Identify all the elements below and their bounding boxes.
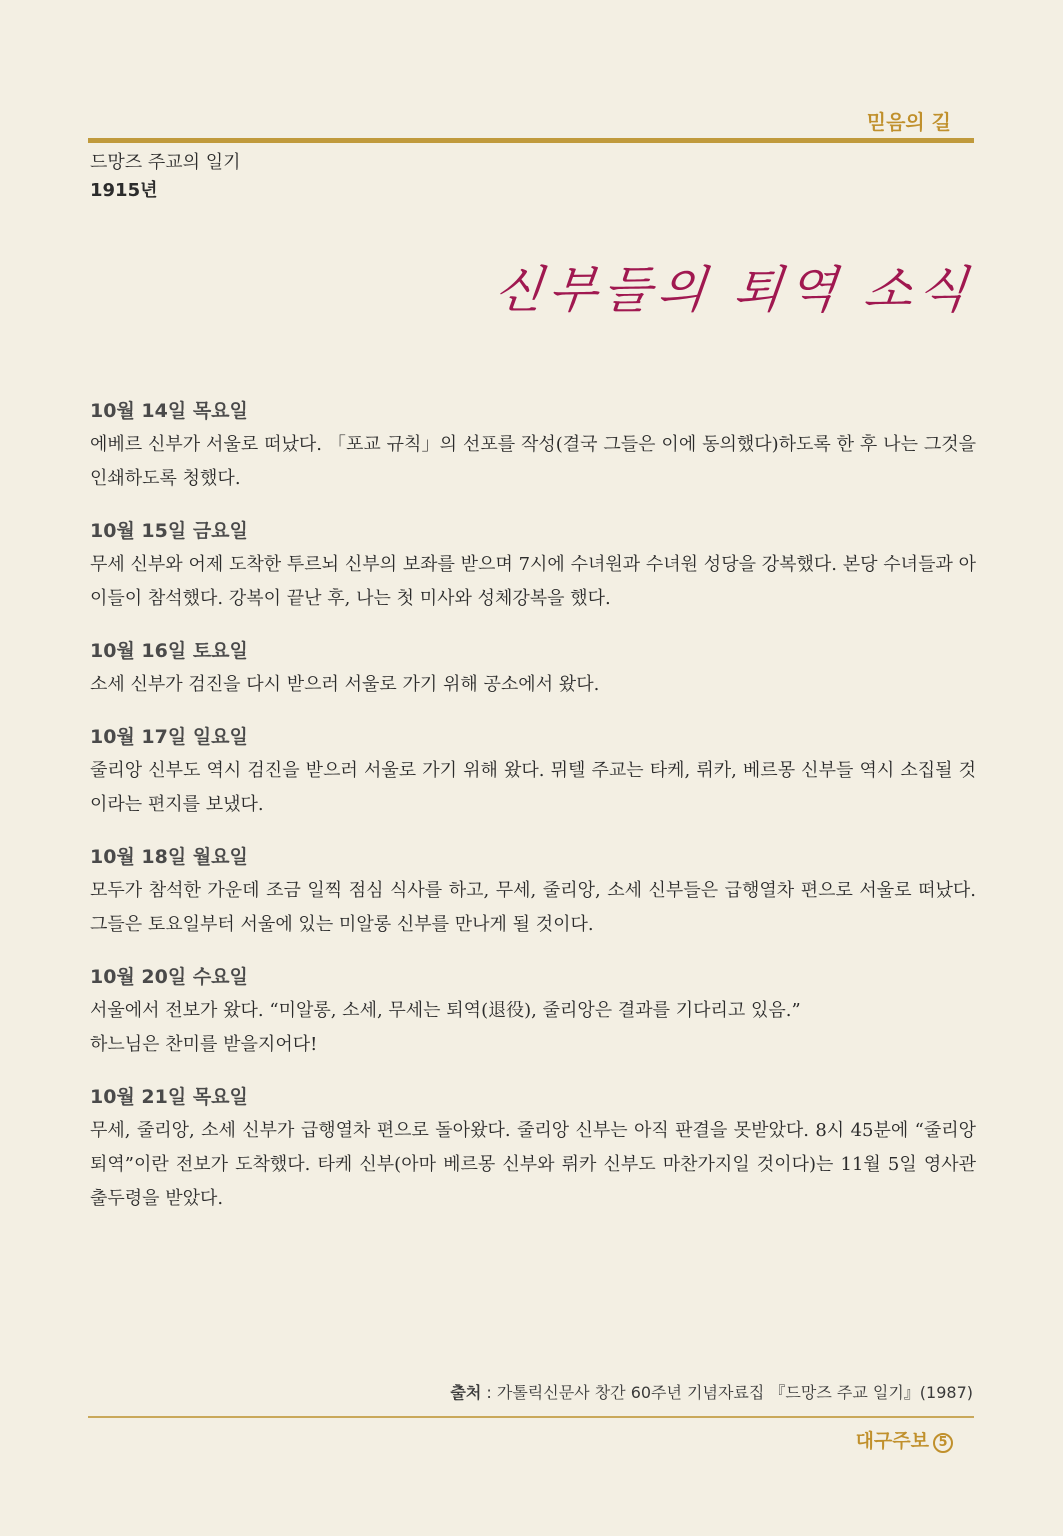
entry-date: 10월 21일 목요일 bbox=[90, 1086, 248, 1108]
source-text: : 가톨릭신문사 창간 60주년 기념자료집 『드망즈 주교 일기』(1987) bbox=[481, 1383, 973, 1402]
source-citation bbox=[450, 1380, 973, 1403]
diary-entry bbox=[90, 842, 976, 942]
top-divider bbox=[88, 138, 974, 143]
series-title: 드망즈 주교의 일기 bbox=[90, 152, 241, 173]
year-label: 1915년 bbox=[90, 180, 158, 201]
entry-body: 소세 신부가 검진을 다시 받으러 서울로 가기 위해 공소에서 왔다. bbox=[90, 674, 600, 695]
publication-name: 대구주보 bbox=[855, 1430, 929, 1452]
diary-entry bbox=[90, 1082, 976, 1216]
entry-body: 모두가 참석한 가운데 조금 일찍 점심 식사를 하고, 무세, 줄리앙, 소세 신부들은 급행열차 편으로 서울로 떠났다. 그들은 토요일부터 서울에 있는 미알롱 신부를 만나게 될 것이다. bbox=[90, 880, 976, 935]
entry-body: 에베르 신부가 서울로 떠났다. 「포교 규칙」의 선포를 작성(결국 그들은 이에 동의했다)하도록 한 후 나는 그것을 인쇄하도록 청했다. bbox=[90, 434, 976, 489]
footer bbox=[856, 1426, 953, 1453]
entry-body: 무세, 줄리앙, 소세 신부가 급행열차 편으로 돌아왔다. 줄리앙 신부는 아직 판결을 못받았다. 8시 45분에 “줄리앙 퇴역”이란 전보가 도착했다. 타케 신부(아마 베르몽 신부와 뤼카 신부도 마찬가지일 것이다)는 11월 5일 영사관 출두령을 받았다. bbox=[90, 1120, 976, 1209]
diary-entry bbox=[90, 396, 976, 496]
entry-body: 줄리앙 신부도 역시 검진을 받으러 서울로 가기 위해 왔다. 뮈텔 주교는 타케, 뤼카, 베르몽 신부들 역시 소집될 것이라는 편지를 보냈다. bbox=[90, 760, 976, 815]
diary-entry bbox=[90, 636, 976, 702]
page-number: 5 bbox=[933, 1433, 953, 1453]
entry-date: 10월 17일 일요일 bbox=[90, 726, 248, 748]
entry-date: 10월 20일 수요일 bbox=[90, 966, 248, 988]
diary-entry bbox=[90, 962, 976, 1062]
entry-date: 10월 16일 토요일 bbox=[90, 640, 248, 662]
headline: 신부들의 퇴역 소식 bbox=[491, 261, 976, 319]
source-label: 출처 bbox=[450, 1383, 482, 1402]
entry-date: 10월 15일 금요일 bbox=[90, 520, 248, 542]
section-tag: 믿음의 길 bbox=[866, 110, 951, 134]
entry-body-line2: 하느님은 찬미를 받을지어다! bbox=[90, 1034, 318, 1055]
entry-date: 10월 18일 월요일 bbox=[90, 846, 248, 868]
diary-entry bbox=[90, 722, 976, 822]
bottom-divider bbox=[88, 1416, 974, 1418]
diary-entries bbox=[90, 396, 976, 1236]
entry-body: 서울에서 전보가 왔다. “미알롱, 소세, 무세는 퇴역(退役), 줄리앙은 결과를 기다리고 있음.” bbox=[90, 1000, 801, 1021]
diary-entry bbox=[90, 516, 976, 616]
entry-date: 10월 14일 목요일 bbox=[90, 400, 248, 422]
entry-body: 무세 신부와 어제 도착한 투르뇌 신부의 보좌를 받으며 7시에 수녀원과 수녀원 성당을 강복했다. 본당 수녀들과 아이들이 참석했다. 강복이 끝난 후, 나는 첫 미사와 성체강복을 했다. bbox=[90, 554, 976, 609]
